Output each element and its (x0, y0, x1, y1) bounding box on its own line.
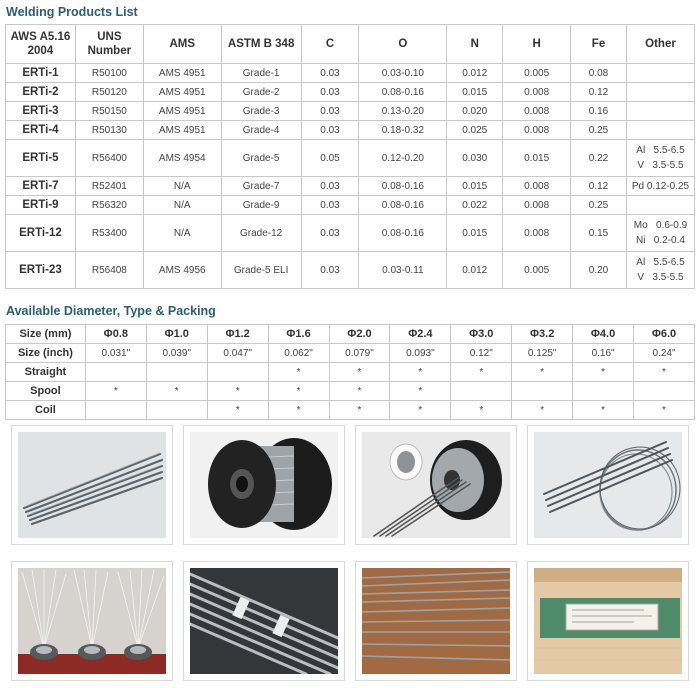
packing-cell: * (207, 382, 268, 401)
packing-cell (634, 382, 695, 401)
products-header-4: C (301, 25, 359, 64)
cell-h: 0.008 (503, 83, 571, 102)
cell-h: 0.008 (503, 215, 571, 252)
packing-title: Available Diameter, Type & Packing (6, 304, 216, 318)
cell-astm: Grade-12 (221, 215, 301, 252)
cell-o: 0.12-0.20 (359, 140, 447, 177)
cell-h: 0.008 (503, 121, 571, 140)
packing-cell: Φ1.0 (146, 325, 207, 344)
products-header-8: Fe (571, 25, 627, 64)
cell-ams: N/A (143, 215, 221, 252)
cell-other (626, 196, 694, 215)
cell-uns: R52401 (75, 177, 143, 196)
cell-uns: R56408 (75, 252, 143, 289)
cell-c: 0.03 (301, 196, 359, 215)
cell-ams: N/A (143, 196, 221, 215)
cell-fe: 0.15 (571, 215, 627, 252)
cell-n: 0.015 (447, 83, 503, 102)
cell-fe: 0.08 (571, 64, 627, 83)
packing-cell: * (268, 401, 329, 420)
packing-cell: * (390, 363, 451, 382)
packing-cell: * (268, 382, 329, 401)
packing-cell (512, 382, 573, 401)
cell-name: ERTi-2 (6, 83, 76, 102)
packing-cell: * (390, 401, 451, 420)
cell-ams: AMS 4951 (143, 83, 221, 102)
cell-c: 0.05 (301, 140, 359, 177)
cell-astm: Grade-3 (221, 102, 301, 121)
cell-uns: R50130 (75, 121, 143, 140)
packing-cell: Φ0.8 (85, 325, 146, 344)
cell-astm: Grade-2 (221, 83, 301, 102)
cell-c: 0.03 (301, 252, 359, 289)
packing-cell: 0.16" (573, 344, 634, 363)
cell-other (626, 83, 694, 102)
packing-cell: * (573, 401, 634, 420)
cell-n: 0.020 (447, 102, 503, 121)
products-row (6, 83, 695, 102)
packing-cell: 0.12" (451, 344, 512, 363)
products-row (6, 196, 695, 215)
packing-cell: 0.047" (207, 344, 268, 363)
cell-astm: Grade-4 (221, 121, 301, 140)
cell-ams: AMS 4951 (143, 102, 221, 121)
cell-o: 0.18-0.32 (359, 121, 447, 140)
cell-h: 0.015 (503, 140, 571, 177)
packing-cell: * (85, 382, 146, 401)
packing-cell: Φ1.2 (207, 325, 268, 344)
packing-row-size-inch (6, 344, 695, 363)
packing-cell: Φ3.0 (451, 325, 512, 344)
photo-rods-on-table (356, 562, 516, 680)
cell-uns: R56320 (75, 196, 143, 215)
packing-cell: * (207, 401, 268, 420)
cell-name: ERTi-3 (6, 102, 76, 121)
cell-other (626, 64, 694, 83)
cell-h: 0.008 (503, 196, 571, 215)
cell-fe: 0.20 (571, 252, 627, 289)
packing-cell: Φ3.2 (512, 325, 573, 344)
packing-row-label: Size (mm) (6, 325, 86, 344)
packing-cell (85, 363, 146, 382)
cell-other (626, 121, 694, 140)
products-table (5, 24, 695, 289)
packing-row-straight (6, 363, 695, 382)
cell-ams: AMS 4951 (143, 121, 221, 140)
packing-cell (146, 363, 207, 382)
packing-cell: * (451, 363, 512, 382)
cell-name: ERTi-4 (6, 121, 76, 140)
packing-cell: * (146, 382, 207, 401)
packing-cell: * (268, 363, 329, 382)
packing-row-spool (6, 382, 695, 401)
cell-o: 0.08-0.16 (359, 83, 447, 102)
cell-fe: 0.25 (571, 121, 627, 140)
products-header-1: UNS Number (75, 25, 143, 64)
products-row (6, 252, 695, 289)
cell-uns: R50120 (75, 83, 143, 102)
cell-h: 0.005 (503, 64, 571, 83)
photo-wire-reels-fan (12, 562, 172, 680)
cell-n: 0.030 (447, 140, 503, 177)
cell-o: 0.13-0.20 (359, 102, 447, 121)
packing-cell: * (573, 363, 634, 382)
packing-cell: * (390, 382, 451, 401)
cell-o: 0.08-0.16 (359, 177, 447, 196)
products-header-7: H (503, 25, 571, 64)
products-header-6: N (447, 25, 503, 64)
cell-astm: Grade-9 (221, 196, 301, 215)
cell-h: 0.008 (503, 102, 571, 121)
cell-astm: Grade-7 (221, 177, 301, 196)
packing-cell: * (634, 363, 695, 382)
products-header-5: O (359, 25, 447, 64)
packing-cell (451, 382, 512, 401)
photo-bundled-rods (184, 562, 344, 680)
cell-name: ERTi-23 (6, 252, 76, 289)
products-header-2: AMS (143, 25, 221, 64)
packing-cell: * (512, 401, 573, 420)
cell-uns: R56400 (75, 140, 143, 177)
cell-c: 0.03 (301, 215, 359, 252)
packing-row-label: Coil (6, 401, 86, 420)
packing-row-label: Size (inch) (6, 344, 86, 363)
packing-row-label: Straight (6, 363, 86, 382)
products-row (6, 121, 695, 140)
packing-cell: * (329, 363, 390, 382)
photo-spool (184, 426, 344, 544)
cell-name: ERTi-5 (6, 140, 76, 177)
cell-o: 0.08-0.16 (359, 196, 447, 215)
packing-cell: Φ4.0 (573, 325, 634, 344)
packing-cell: Φ1.6 (268, 325, 329, 344)
cell-ams: AMS 4951 (143, 64, 221, 83)
cell-name: ERTi-12 (6, 215, 76, 252)
cell-h: 0.005 (503, 252, 571, 289)
packing-cell (573, 382, 634, 401)
cell-fe: 0.22 (571, 140, 627, 177)
packing-cell: * (634, 401, 695, 420)
products-header-3: ASTM B 348 (221, 25, 301, 64)
cell-o: 0.03-0.10 (359, 64, 447, 83)
packing-row-coil (6, 401, 695, 420)
packing-cell: * (512, 363, 573, 382)
cell-c: 0.03 (301, 177, 359, 196)
cell-uns: R53400 (75, 215, 143, 252)
cell-name: ERTi-9 (6, 196, 76, 215)
photo-packed-box (528, 562, 688, 680)
cell-ams: AMS 4954 (143, 140, 221, 177)
cell-fe: 0.12 (571, 177, 627, 196)
packing-table (5, 324, 695, 420)
cell-fe: 0.25 (571, 196, 627, 215)
packing-cell: 0.031" (85, 344, 146, 363)
cell-other: Al 5.5-6.5 V 3.5-5.5 (626, 140, 694, 177)
packing-cell: 0.125" (512, 344, 573, 363)
products-row (6, 177, 695, 196)
cell-n: 0.012 (447, 64, 503, 83)
photo-coil (528, 426, 688, 544)
packing-cell: 0.093" (390, 344, 451, 363)
photo-straight-rods (12, 426, 172, 544)
cell-astm: Grade-5 ELI (221, 252, 301, 289)
packing-cell (207, 363, 268, 382)
packing-cell: * (329, 382, 390, 401)
packing-row-size-mm (6, 325, 695, 344)
cell-c: 0.03 (301, 83, 359, 102)
cell-uns: R50100 (75, 64, 143, 83)
cell-c: 0.03 (301, 121, 359, 140)
packing-cell (146, 401, 207, 420)
cell-name: ERTi-1 (6, 64, 76, 83)
packing-cell: Φ2.4 (390, 325, 451, 344)
packing-cell: Φ6.0 (634, 325, 695, 344)
cell-c: 0.03 (301, 102, 359, 121)
packing-cell: * (329, 401, 390, 420)
packing-cell (85, 401, 146, 420)
products-row (6, 140, 695, 177)
cell-n: 0.022 (447, 196, 503, 215)
cell-o: 0.08-0.16 (359, 215, 447, 252)
packing-row-label: Spool (6, 382, 86, 401)
cell-h: 0.008 (503, 177, 571, 196)
cell-ams: AMS 4956 (143, 252, 221, 289)
photo-spools-and-rods (356, 426, 516, 544)
products-row (6, 64, 695, 83)
cell-fe: 0.12 (571, 83, 627, 102)
products-title: Welding Products List (6, 5, 138, 19)
cell-fe: 0.16 (571, 102, 627, 121)
products-row (6, 102, 695, 121)
cell-other: Mo 0.6-0.9 Ni 0.2-0.4 (626, 215, 694, 252)
cell-other: Al 5.5-6.5 V 3.5-5.5 (626, 252, 694, 289)
products-header-0: AWS A5.16 2004 (6, 25, 76, 64)
cell-c: 0.03 (301, 64, 359, 83)
products-header-9: Other (626, 25, 694, 64)
cell-uns: R50150 (75, 102, 143, 121)
cell-other (626, 102, 694, 121)
cell-ams: N/A (143, 177, 221, 196)
packing-cell: 0.079" (329, 344, 390, 363)
packing-cell: * (451, 401, 512, 420)
packing-cell: Φ2.0 (329, 325, 390, 344)
cell-n: 0.012 (447, 252, 503, 289)
packing-cell: 0.24" (634, 344, 695, 363)
cell-n: 0.015 (447, 177, 503, 196)
cell-n: 0.025 (447, 121, 503, 140)
cell-other: Pd 0.12-0.25 (626, 177, 694, 196)
products-row (6, 215, 695, 252)
cell-n: 0.015 (447, 215, 503, 252)
cell-o: 0.03-0.11 (359, 252, 447, 289)
cell-name: ERTi-7 (6, 177, 76, 196)
packing-cell: 0.062" (268, 344, 329, 363)
cell-astm: Grade-1 (221, 64, 301, 83)
packing-cell: 0.039" (146, 344, 207, 363)
cell-astm: Grade-5 (221, 140, 301, 177)
